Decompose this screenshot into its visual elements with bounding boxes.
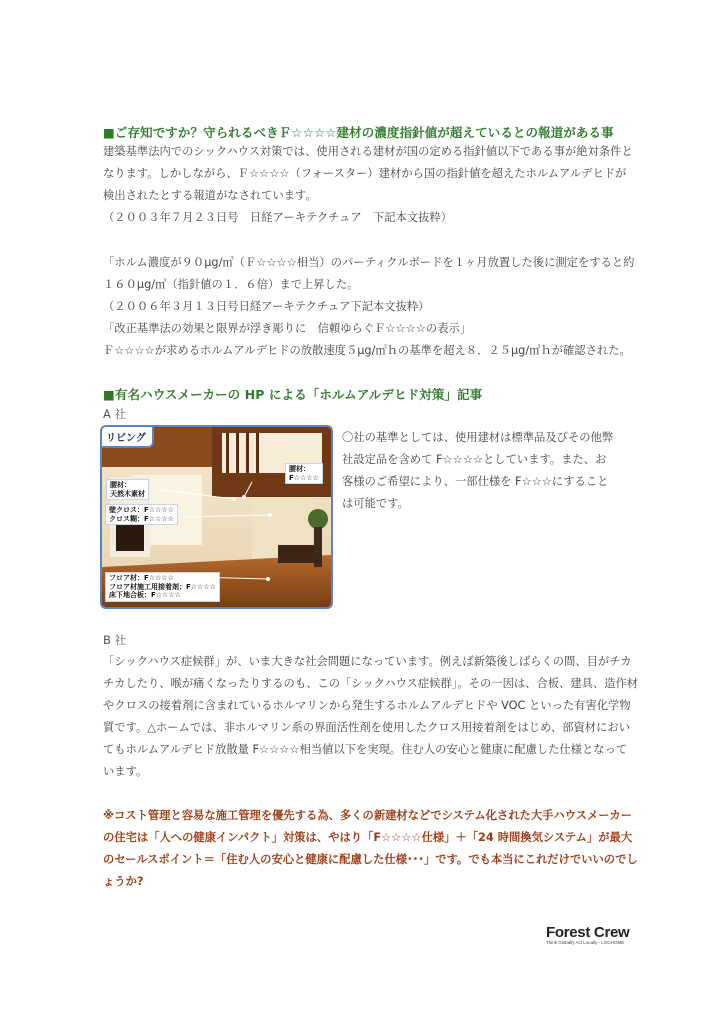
section1-line: 「改正基準法の効果と限界が浮き彫りに 信頼ゆらぐＦ☆☆☆☆の表示」 xyxy=(103,322,472,335)
warning-text: ※コスト管理と容易な施工管理を優先する為、多くの新建材などでシステム化された大手ハウスメーカー xyxy=(103,809,632,822)
company-b-text: やクロスの接着剤に含まれているホルマリンから発生するホルムアルデヒドや VOC といった有害化学物 xyxy=(103,699,631,712)
section1-line: 「ホルム濃度が９０μg/㎥（Ｆ☆☆☆☆相当）のパーティクルボードを１ヶ月放置した後に測定をすると約 xyxy=(103,256,635,269)
wall-cross-tag: 壁クロス：F☆☆☆☆ クロス糊：F☆☆☆☆ xyxy=(105,504,178,525)
forest-crew-logo xyxy=(546,924,629,945)
photo-tab-label: リビング xyxy=(102,427,154,448)
company-a-text: 〇社の基準としては、使用建材は標準品及びその他弊 xyxy=(342,431,614,444)
warning-text: ょうか? xyxy=(103,875,144,888)
section1-line: 建築基準法内でのシックハウス対策では、使用される建材が国の定める指針値以下である事が絶対条件と xyxy=(103,145,633,158)
section1-line: Ｆ☆☆☆☆が求めるホルムアルデヒドの放散速度５μg/㎡ｈの基準を超え８．２５μg/㎡ｈが確認された。 xyxy=(103,344,631,357)
company-b-text: 質です。△ホームでは、非ホルマリン系の界面活性剤を使用したクロス用接着剤をはじめ、部資材におい xyxy=(103,721,630,734)
logo-tagline: Think Globally Act Locally - LOGHOME xyxy=(546,940,625,945)
section1-heading: ■ご存知ですか？守られるべきＦ☆☆☆☆建材の濃度指針値が超えているとの報道がある事 xyxy=(103,125,614,140)
flooring-tag: フロア材：F☆☆☆☆ フロア材施工用接着剤：F☆☆☆☆ 床下地合板：F☆☆☆☆ xyxy=(105,572,220,602)
warning-text: の住宅は「人への健康インパクト」対策は、やはり「F☆☆☆☆仕様」＋「24 時間換気システム」が最大 xyxy=(103,831,633,844)
company-a-text: 客様のご希望により、一部仕様を F☆☆☆にすること xyxy=(342,475,609,488)
company-a-label: A 社 xyxy=(103,407,127,421)
section1-line: （２００６年３月１３日号日経アーキテクチュア下記本文抜粋） xyxy=(103,300,430,313)
company-b-text: います。 xyxy=(103,765,148,778)
section2-heading: ■有名ハウスメーカーの HP による「ホルムアルデヒド対策」記事 xyxy=(103,387,483,402)
wainscot-tag: 腰材： F☆☆☆☆ xyxy=(285,463,323,484)
company-b-text: チカしたり、喉が痛くなったりするのも、この「シックハウス症候群」。その一因は、合板、建具、造作材 xyxy=(103,677,639,690)
company-b-text: てもホルムアルデヒド放散量 F☆☆☆☆相当値以下を実現。住む人の安心と健康に配慮した仕様となって xyxy=(103,743,628,756)
warning-text: のセールスポイント＝「住む人の安心と健康に配慮した仕様･･･」です。でも本当にこれだけでいいのでし xyxy=(103,853,638,866)
company-b-label: B 社 xyxy=(103,633,127,647)
company-a-text: は可能です。 xyxy=(342,497,409,510)
section1-line: （２００３年７月２３日号 日経アーキテクチュア 下記本文抜粋） xyxy=(103,211,453,224)
company-a-text: 社設定品を含めて F☆☆☆☆としています。また、お xyxy=(342,453,607,466)
section1-line: １６０μg/㎥（指針値の１．６倍）まで上昇した。 xyxy=(103,278,359,291)
section1-line: 検出されたとする報道がなされています。 xyxy=(103,189,317,202)
logo-name: Forest Crew xyxy=(546,924,630,941)
natural-wood-tag: 腰材： 天然木素材 xyxy=(106,479,149,500)
section1-line: なります。しかしながら、Ｆ☆☆☆☆（フォースター）建材から国の指針値を超えたホルムアルデヒドが xyxy=(103,167,627,180)
living-room-photo xyxy=(100,425,333,609)
company-b-text: 「シックハウス症候群」が、いま大きな社会問題になっています。例えば新築後しばらくの間、目がチカ xyxy=(103,655,632,668)
